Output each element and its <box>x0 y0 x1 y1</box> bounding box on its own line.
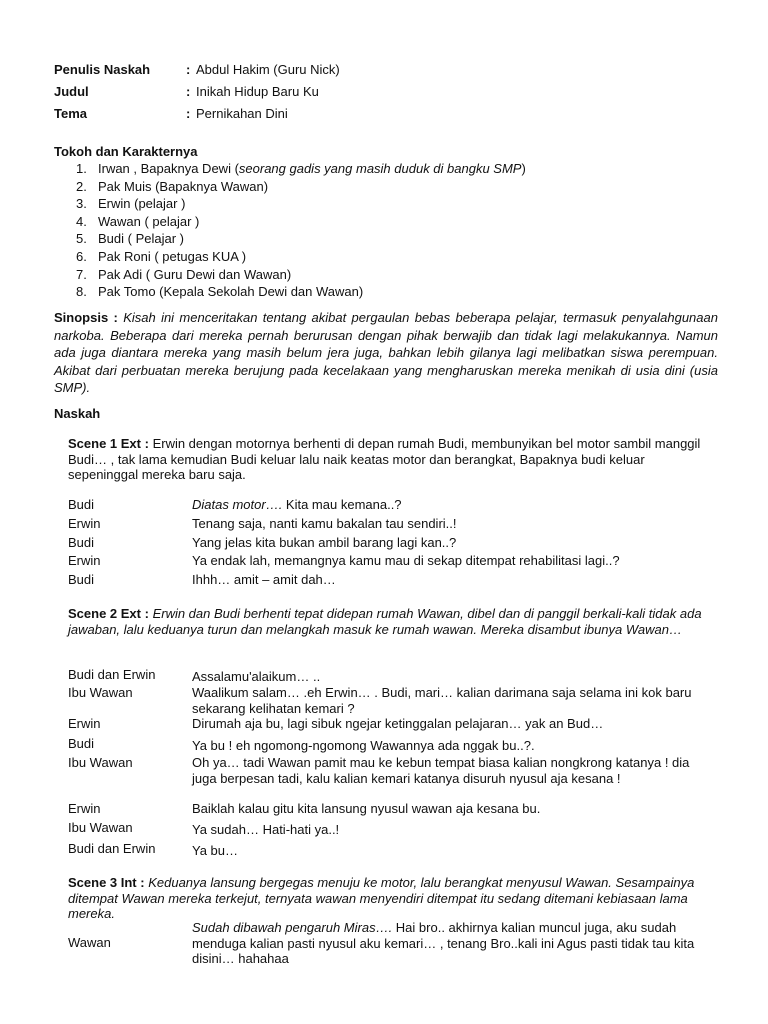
list-item-after: ) <box>521 161 526 176</box>
dialogue-speaker: Erwin <box>68 801 101 816</box>
scene3-label: Scene 3 Int <box>68 875 137 890</box>
scene3-heading <box>68 875 708 922</box>
list-item-number: 7. <box>76 266 87 282</box>
list-item <box>54 195 526 213</box>
scene2-colon: : <box>141 606 153 621</box>
dialogue-speaker: Budi dan Erwin <box>68 841 156 856</box>
dialogue-speaker: Erwin <box>68 516 101 531</box>
list-item-number: 8. <box>76 284 87 300</box>
scene1-description: Erwin dengan motornya berhenti di depan rumah Budi, membunyikan bel motor sambil manggil Budi… , tak lama kemudian Budi keluar lalu naik keatas motor dan berangkat, Bapaknya budi keluar sepeninggal mereka baru saja. <box>68 436 701 483</box>
dialogue-text: Tenang saja, nanti kamu bakalan tau sendiri..! <box>192 516 457 531</box>
list-item <box>54 213 526 231</box>
dialogue-speaker: Budi <box>68 572 95 587</box>
dialogue-text: Ya sudah… Hati-hati ya..! <box>192 822 340 837</box>
meta-writer-colon: : <box>186 62 191 77</box>
dialogue-speaker: Budi <box>68 497 95 512</box>
list-item-text: Budi ( Pelajar ) <box>98 231 184 247</box>
dialogue-speaker: Ibu Wawan <box>68 820 133 835</box>
meta-writer-value: Abdul Hakim (Guru Nick) <box>196 62 340 77</box>
list-item-number: 5. <box>76 231 87 247</box>
characters-list <box>54 160 526 301</box>
list-item-text: Wawan ( pelajar ) <box>98 213 200 229</box>
stage-direction: Sudah dibawah pengaruh Miras…. <box>192 920 396 935</box>
meta-writer-key: Penulis Naskah <box>54 62 151 77</box>
scene3-description: Keduanya lansung bergegas menuju ke motor, lalu berangkat menyusul Wawan. Sesampainya ditempat Wawan mereka terkejut, ternyata wawan menyendiri ditempat itu sedang ditemani kebiasaan lama mereka. <box>68 875 695 922</box>
meta-title-colon: : <box>186 84 191 99</box>
scene1-heading <box>68 436 708 483</box>
list-item-text: Pak Tomo (Kepala Sekolah Dewi dan Wawan) <box>98 284 364 300</box>
synopsis-label: Sinopsis : <box>54 310 118 325</box>
list-item <box>54 230 526 248</box>
dialogue-speaker: Ibu Wawan <box>68 755 133 770</box>
dialogue-text: Ya bu… <box>192 843 239 858</box>
dialogue-text: Yang jelas kita bukan ambil barang lagi kan..? <box>192 535 457 550</box>
dialogue-speaker: Ibu Wawan <box>68 685 133 700</box>
list-item-number: 3. <box>76 196 87 212</box>
meta-title-key: Judul <box>54 84 89 99</box>
dialogue-text: Dirumah aja bu, lagi sibuk ngejar ketinggalan pelajaran… yak an Bud… <box>192 716 604 731</box>
list-item-text: Irwan , Bapaknya Dewi ( <box>98 161 239 176</box>
dialogue-text: Waalikum salam… .eh Erwin… . Budi, mari… kalian darimana saja selama ini kok baru sekarang kelihatan kemari ? <box>192 685 692 716</box>
list-item-italic: seorang gadis yang masih duduk di bangku SMP <box>238 161 522 176</box>
script-heading: Naskah <box>54 406 101 421</box>
dialogue-text <box>192 497 712 513</box>
scene1-colon: : <box>141 436 153 451</box>
dialogue-speaker: Budi <box>68 535 95 550</box>
list-item-text: Erwin (pelajar ) <box>98 196 186 212</box>
list-item-text: Pak Roni ( petugas KUA ) <box>98 248 247 264</box>
dialogue-text: Assalamu'alaikum… .. <box>192 669 321 684</box>
dialogue-text <box>192 920 712 967</box>
list-item <box>54 248 526 266</box>
list-item-number: 1. <box>76 161 87 176</box>
dialogue-speaker: Wawan <box>68 935 111 950</box>
list-item-number: 4. <box>76 213 87 229</box>
scene3-colon: : <box>136 875 149 890</box>
dialogue-speaker: Budi <box>68 736 95 751</box>
stage-direction: Diatas motor…. <box>192 497 286 512</box>
dialogue-speech: Kita mau kemana..? <box>285 497 402 512</box>
dialogue-speaker: Budi dan Erwin <box>68 667 156 682</box>
list-item-text: Pak Adi ( Guru Dewi dan Wawan) <box>98 266 292 282</box>
dialogue-speaker: Erwin <box>68 553 101 568</box>
synopsis-text: Kisah ini menceritakan tentang akibat pergaulan bebas beberapa pelajar, termasuk penyalahgunaan narkoba. Beberapa dari mereka pernah berurusan dengan pihak berwajib dan tidak lagi melakukannya. Namun ada juga diantara mereka yang masih belum jera juga, bahkan lebih gilanya lagi melibatkan siswa perempuan. Akibat dari perbuatan mereka berujung pada kecelakaan yang mengharuskan mereka menikah di usia dini (usia SMP). <box>54 310 718 396</box>
scene1-label: Scene 1 Ext <box>68 436 141 451</box>
meta-theme-colon: : <box>186 106 191 121</box>
list-item-number: 6. <box>76 248 87 264</box>
dialogue-speech: Hai bro.. akhirnya kalian muncul juga, aku sudah menduga kalian pasti nyusul aku kemari… , tenang Bro..kali ini Agus pasti tidak tau kita disini… hahahaa <box>192 920 695 967</box>
list-item <box>54 266 526 284</box>
list-item-text: Pak Muis (Bapaknya Wawan) <box>98 178 269 194</box>
dialogue-speaker: Erwin <box>68 716 101 731</box>
dialogue-text: Oh ya… tadi Wawan pamit mau ke kebun tempat biasa kalian nongkrong katanya ! dia juga berpesan tadi, kalu kalian kemari katanya disuruh nyusul aja kesana ! <box>192 755 690 786</box>
list-item <box>54 160 526 178</box>
dialogue-text: Ya endak lah, memangnya kamu mau di sekap ditempat rehabilitasi lagi..? <box>192 553 620 568</box>
list-item <box>54 178 526 196</box>
dialogue-text: Ya bu ! eh ngomong-ngomong Wawannya ada nggak bu..?. <box>192 738 535 753</box>
synopsis-paragraph <box>54 309 718 397</box>
dialogue-text: Baiklah kalau gitu kita lansung nyusul wawan aja kesana bu. <box>192 801 541 816</box>
scene2-label: Scene 2 Ext <box>68 606 141 621</box>
meta-theme-key: Tema <box>54 106 87 121</box>
meta-title-value: Inikah Hidup Baru Ku <box>196 84 319 99</box>
list-item <box>54 283 526 301</box>
dialogue-text: Ihhh… amit – amit dah… <box>192 572 336 587</box>
characters-heading: Tokoh dan Karakternya <box>54 144 198 159</box>
scene2-description: Erwin dan Budi berhenti tepat didepan rumah Wawan, dibel dan di panggil berkali-kali tidak ada jawaban, lalu keduanya turun dan melangkah masuk ke rumah wawan. Mereka disambut ibunya Wawan… <box>68 606 702 637</box>
meta-theme-value: Pernikahan Dini <box>196 106 288 121</box>
scene2-heading <box>68 606 708 637</box>
list-item-number: 2. <box>76 178 87 194</box>
